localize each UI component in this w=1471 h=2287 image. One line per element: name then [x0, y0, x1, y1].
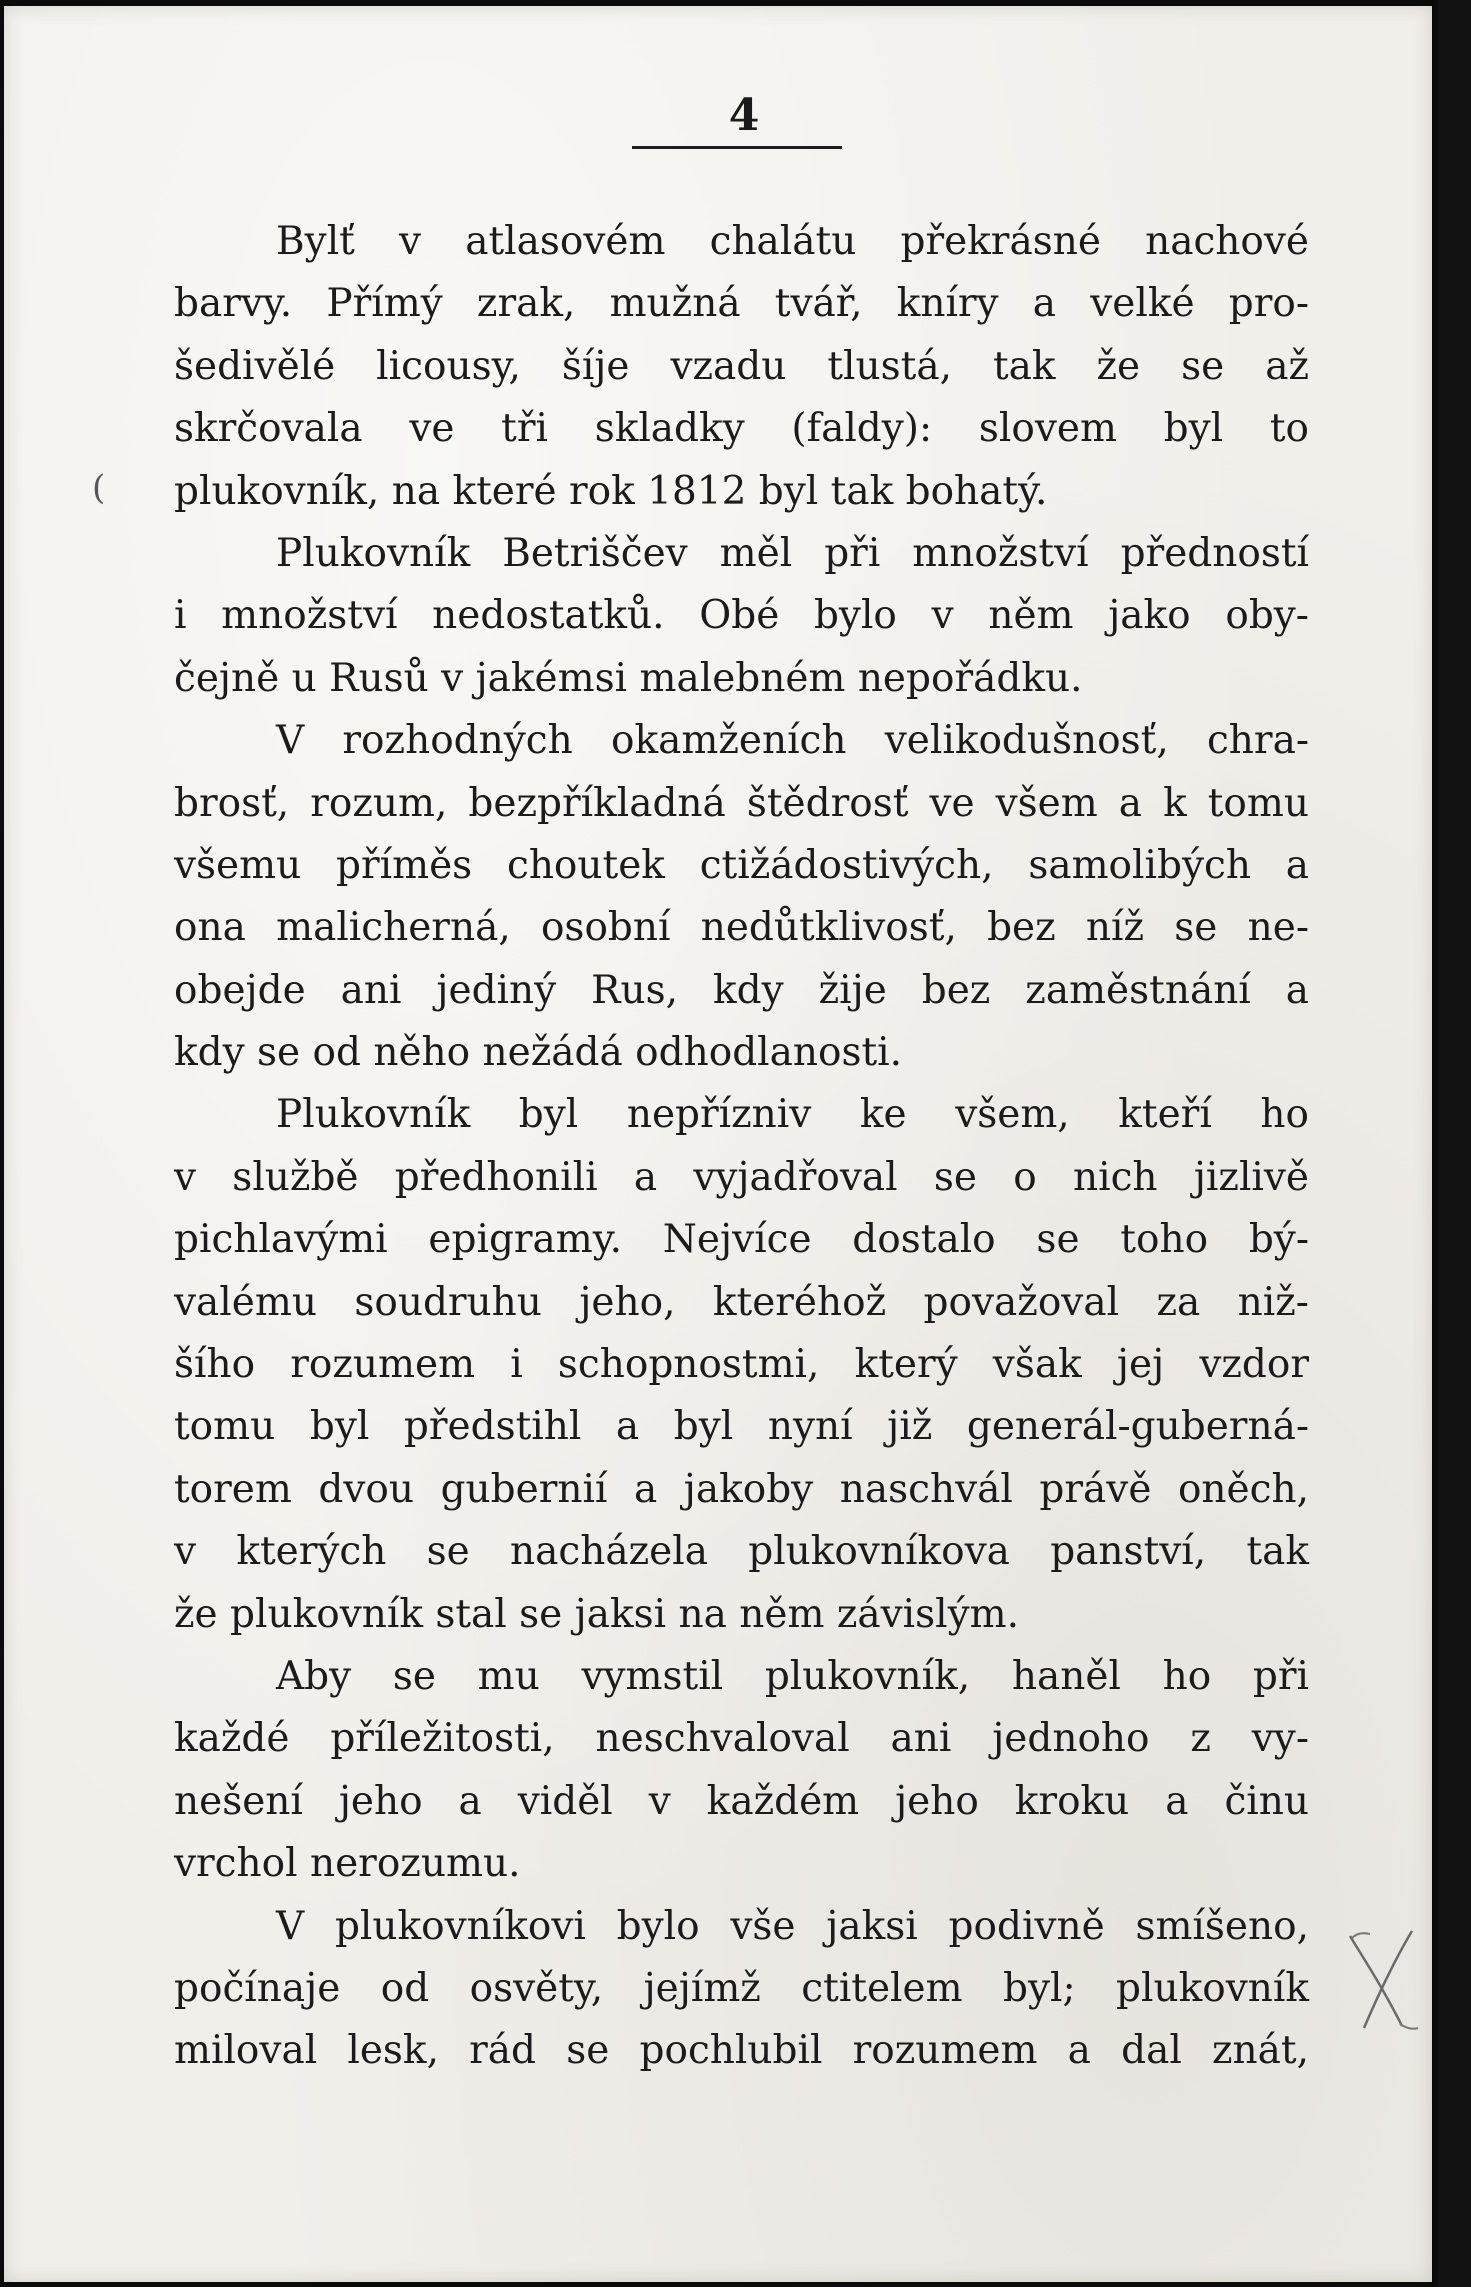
text-line: tomu byl předstihl a byl nyní již generál-guberná- — [174, 1404, 1309, 1450]
text-line: torem dvou gubernií a jakoby naschvál právě oněch, — [174, 1466, 1309, 1512]
text-line: nešení jeho a viděl v každém jeho kroku a činu — [174, 1778, 1309, 1824]
text-line: obejde ani jediný Rus, kdy žije bez zaměstnání a — [174, 967, 1309, 1013]
text-line: kdy se od něho nežádá odhodlanosti. — [174, 1030, 903, 1076]
text-line: čejně u Rusů v jakémsi malebném nepořádku. — [174, 655, 1083, 701]
handwritten-x-mark-icon — [1342, 1916, 1422, 2046]
text-line: i množství nedostatků. Obé bylo v něm jako oby- — [174, 593, 1309, 639]
text-line: Bylť v atlasovém chalátu překrásné nachové — [276, 219, 1309, 264]
text-line: brosť, rozum, bezpříkladná štědrosť ve všem a k tomu — [174, 780, 1309, 826]
book-page — [4, 6, 1432, 2282]
scan-border — [1438, 0, 1471, 2287]
text-line: barvy. Přímý zrak, mužná tvář, kníry a velké pro- — [174, 281, 1309, 327]
text-line: V plukovníkovi bylo vše jaksi podivně smíšeno, — [276, 1903, 1309, 1949]
text-line: valému soudruhu jeho, kteréhož považoval za niž- — [174, 1279, 1309, 1325]
text-line: ona malicherná, osobní nedůtklivosť, bez níž se ne- — [174, 905, 1309, 951]
text-line: V rozhodných okamženích velikodušnosť, chra- — [276, 718, 1309, 764]
text-line: Aby se mu vymstil plukovník, haněl ho při — [276, 1653, 1309, 1699]
text-line: Plukovník Betriščev měl při množství předností — [276, 530, 1309, 576]
text-line: plukovník, na které rok 1812 byl tak bohatý. — [174, 468, 1048, 514]
text-line: každé příležitosti, neschvaloval ani jednoho z vy- — [174, 1716, 1309, 1762]
text-line: vrchol nerozumu. — [174, 1841, 521, 1887]
text-line: v službě předhonili a vyjadřoval se o nich jizlivě — [174, 1154, 1309, 1200]
text-line: skrčovala ve tři skladky (faldy): slovem byl to — [174, 406, 1309, 452]
text-line: pichlavými epigramy. Nejvíce dostalo se toho bý- — [174, 1217, 1309, 1263]
margin-smudge-icon: ( — [92, 468, 106, 508]
text-line: miloval lesk, rád se pochlubil rozumem a dal znát, — [174, 2028, 1309, 2074]
text-line: Plukovník byl nepřízniv ke všem, kteří ho — [276, 1092, 1309, 1138]
text-line: počínaje od osvěty, jejímž ctitelem byl; plukovník — [174, 1965, 1309, 2011]
text-line: všemu příměs choutek ctižádostivých, samolibých a — [174, 842, 1309, 888]
text-line: šedivělé licousy, šíje vzadu tlustá, tak že se až — [174, 343, 1309, 389]
text-line: šího rozumem i schopnostmi, který však jej vzdor — [174, 1342, 1309, 1388]
page-number: 4 — [728, 90, 760, 141]
body-text — [174, 211, 1309, 2083]
text-line: v kterých se nacházela plukovníkova panství, tak — [174, 1529, 1309, 1575]
header-rule — [632, 146, 842, 149]
text-line: že plukovník stal se jaksi na něm závislým. — [174, 1591, 1020, 1637]
